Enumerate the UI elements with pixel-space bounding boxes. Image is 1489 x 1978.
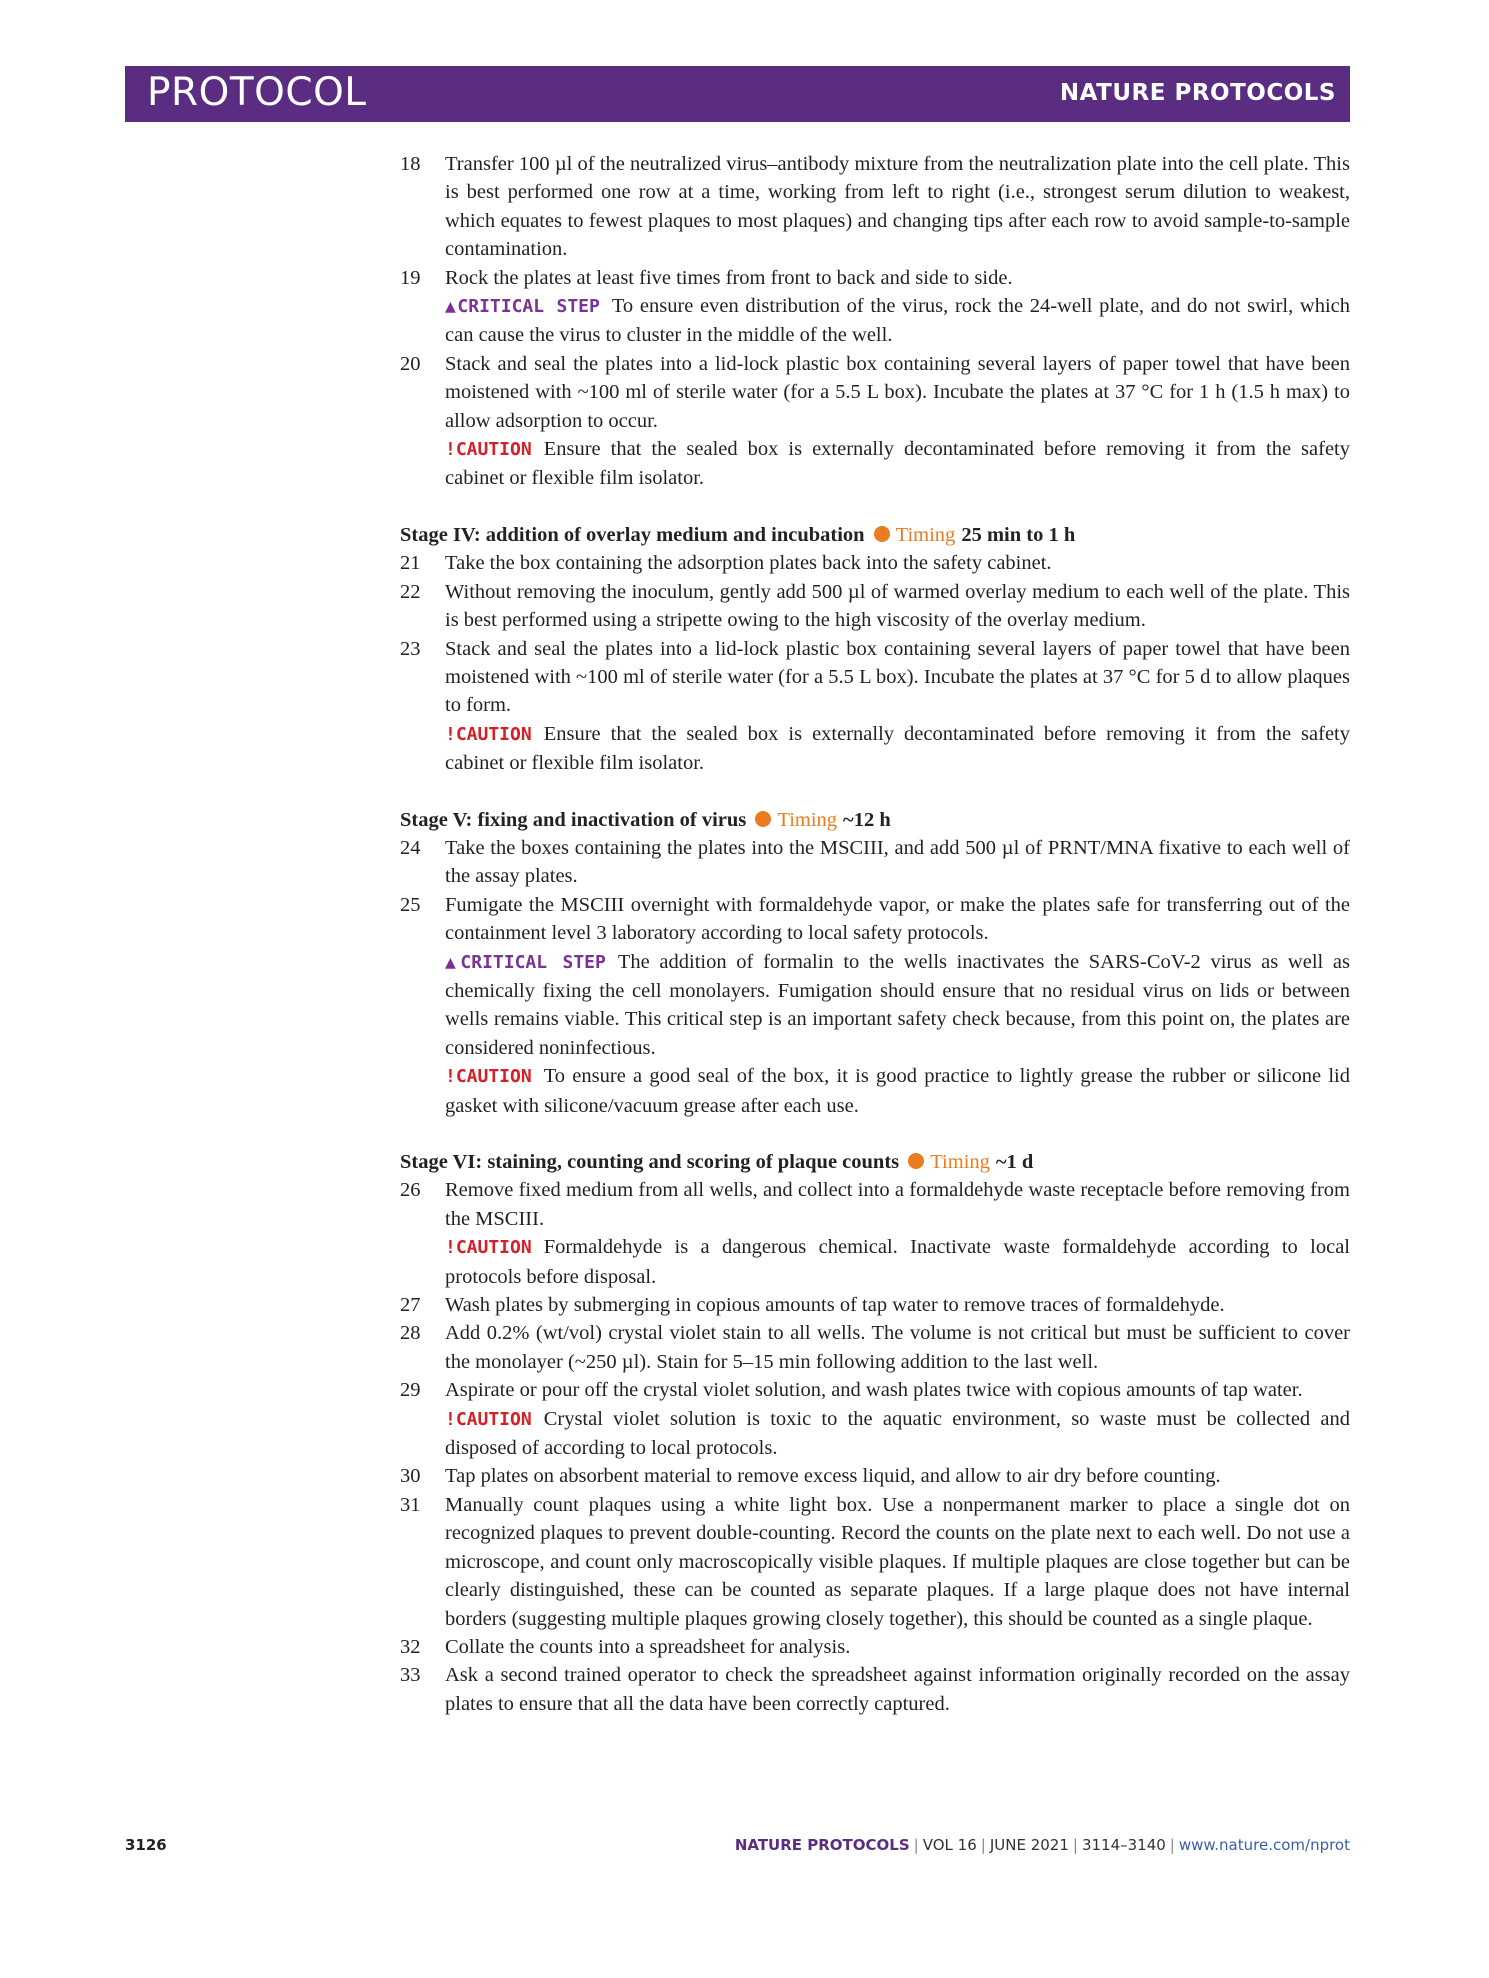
caution-text: Crystal violet solution is toxic to the aquatic environment, so waste must be collected and disposed of according to local protocols.: [445, 1407, 1350, 1460]
footer-volume: VOL 16: [922, 1836, 977, 1854]
timing-icon: [755, 811, 771, 827]
step-number: 33: [400, 1664, 421, 1687]
separator: |: [1169, 1836, 1175, 1854]
step-25: [400, 891, 1350, 1120]
footer-journal: NATURE PROTOCOLS: [734, 1836, 910, 1854]
timing-label: Timing: [895, 523, 956, 546]
stage-title: Stage V: fixing and inactivation of virus: [400, 808, 747, 831]
caution-label: !CAUTION: [445, 1408, 532, 1430]
caution-label: !CAUTION: [445, 1237, 532, 1259]
timing-icon: [874, 526, 890, 542]
step-text: Take the boxes containing the plates into the MSCIII, and add 500 µl of PRNT/MNA fixative to each well of the assay plates.: [445, 836, 1350, 888]
step-31: [400, 1491, 1350, 1633]
step-number: 28: [400, 1322, 421, 1345]
caution-note: [445, 720, 1350, 778]
separator: |: [1072, 1836, 1078, 1854]
step-text: Take the box containing the adsorption plates back into the safety cabinet.: [445, 552, 1052, 575]
critical-step-label: ▲CRITICAL STEP: [445, 296, 600, 318]
footer-url-link[interactable]: www.nature.com/nprot: [1178, 1836, 1350, 1854]
caution-note: [445, 1405, 1350, 1463]
header-bar: [125, 66, 1350, 122]
caution-note: [445, 435, 1350, 493]
step-text: Without removing the inoculum, gently add 500 µl of warmed overlay medium to each well of the plate. This is best performed using a stripette owing to the high viscosity of the overlay medium.: [445, 580, 1350, 632]
caution-text: Ensure that the sealed box is externally decontaminated before removing it from the safety cabinet or flexible film isolator.: [445, 722, 1350, 775]
step-text: Stack and seal the plates into a lid-lock plastic box containing several layers of paper towel that have been moistened with ~100 ml of sterile water (for a 5.5 L box). Incubate the plates at 37 °C for 5 d to allow plaques to form.: [445, 637, 1350, 717]
stage-title: Stage IV: addition of overlay medium and incubation: [400, 523, 865, 546]
step-number: 23: [400, 637, 421, 660]
step-number: 19: [400, 266, 421, 289]
step-number: 26: [400, 1179, 421, 1202]
separator: |: [913, 1836, 919, 1854]
critical-step-label: ▲CRITICAL STEP: [445, 951, 606, 973]
caution-label: !CAUTION: [445, 1066, 532, 1088]
step-text: Collate the counts into a spreadsheet for analysis.: [445, 1635, 851, 1658]
step-number: 18: [400, 153, 421, 175]
step-text: Transfer 100 µl of the neutralized virus–antibody mixture from the neutralization plate into the cell plate. This is best performed one row at a time, working from left to right (i.e., strongest serum dilution to weakest, which equates to fewest plaques to most plaques) and changing tips after each row to avoid sample-to-sample contamination.: [445, 153, 1350, 261]
critical-step-note: [445, 292, 1350, 350]
step-number: 22: [400, 580, 421, 603]
timing-value: ~1 d: [995, 1151, 1034, 1173]
timing-label: Timing: [930, 1151, 990, 1173]
stage-v-heading: [400, 806, 1350, 834]
step-text: Remove fixed medium from all wells, and collect into a formaldehyde waste receptacle before removing from the MSCIII.: [445, 1179, 1350, 1230]
caution-text: Formaldehyde is a dangerous chemical. Inactivate waste formaldehyde according to local protocols before disposal.: [445, 1236, 1350, 1288]
caution-label: !CAUTION: [445, 723, 532, 745]
step-30: [400, 1462, 1350, 1490]
step-text: Aspirate or pour off the crystal violet solution, and wash plates twice with copious amounts of tap water.: [445, 1379, 1303, 1402]
step-26: [400, 1176, 1350, 1291]
step-number: 30: [400, 1465, 421, 1488]
step-18: [400, 150, 1350, 264]
step-number: 24: [400, 836, 421, 859]
step-text: Stack and seal the plates into a lid-lock plastic box containing several layers of paper towel that have been moistened with ~100 ml of sterile water (for a 5.5 L box). Incubate the plates at 37 °C for 1 h (1.5 h max) to allow adsorption to occur.: [445, 352, 1350, 432]
footer-citation: [735, 1836, 1350, 1854]
step-number: 25: [400, 893, 421, 916]
section-label: PROTOCOL: [147, 70, 367, 115]
caution-text: Ensure that the sealed box is externally decontaminated before removing it from the safety cabinet or flexible film isolator.: [445, 438, 1350, 490]
timing-value: ~12 h: [843, 808, 891, 831]
step-32: [400, 1633, 1350, 1661]
caution-text: To ensure a good seal of the box, it is good practice to lightly grease the rubber or silicone lid gasket with silicone/vacuum grease after each use.: [445, 1065, 1350, 1117]
stage-iv-heading: [400, 521, 1350, 549]
footer-date: JUNE 2021: [989, 1836, 1069, 1854]
step-text: Manually count plaques using a white light box. Use a nonpermanent marker to place a single dot on recognized plaques to prevent double-counting. Record the counts on the plate next to each well. Do not use a microscope, and count only macroscopically visible plaques. If multiple plaques are close together but can be clearly distinguished, these can be counted as separate plaques. If a large plaque does not have internal borders (suggesting multiple plaques growing closely together), this should be counted as a single plaque.: [445, 1493, 1350, 1630]
critical-step-text: To ensure even distribution of the virus, rock the 24-well plate, and do not swirl, which can cause the virus to cluster in the middle of the well.: [445, 295, 1350, 347]
page-number: 3126: [125, 1836, 167, 1854]
step-text: Tap plates on absorbent material to remove excess liquid, and allow to air dry before counting.: [445, 1465, 1221, 1488]
timing-label: Timing: [777, 808, 838, 831]
footer-pages: 3114–3140: [1081, 1836, 1166, 1854]
step-text: Wash plates by submerging in copious amounts of tap water to remove traces of formaldehyde.: [445, 1294, 1225, 1317]
step-33: [400, 1661, 1350, 1718]
step-number: 27: [400, 1294, 421, 1317]
critical-step-note: [445, 948, 1350, 1063]
timing-icon: [908, 1153, 924, 1169]
caution-note: [445, 1233, 1350, 1291]
step-27: [400, 1291, 1350, 1319]
step-text: Ask a second trained operator to check the spreadsheet against information originally recorded on the assay plates to ensure that all the data have been correctly captured.: [445, 1664, 1350, 1715]
step-24: [400, 834, 1350, 891]
step-number: 21: [400, 552, 421, 575]
timing-value: 25 min to 1 h: [961, 523, 1076, 546]
step-number: 31: [400, 1493, 421, 1516]
protocol-body: [400, 150, 1350, 1718]
step-text: Fumigate the MSCIII overnight with formaldehyde vapor, or make the plates safe for transferring out of the containment level 3 laboratory according to local safety protocols.: [445, 893, 1350, 945]
journal-label: NATURE PROTOCOLS: [1059, 80, 1336, 106]
step-28: [400, 1319, 1350, 1376]
step-22: [400, 578, 1350, 635]
step-number: 29: [400, 1379, 421, 1402]
step-number: 32: [400, 1635, 421, 1658]
step-29: [400, 1376, 1350, 1462]
step-text: Rock the plates at least five times from front to back and side to side.: [445, 266, 1013, 289]
stage-vi-heading: [400, 1148, 1350, 1176]
separator: |: [980, 1836, 986, 1854]
caution-label: !CAUTION: [445, 439, 532, 461]
step-23: [400, 635, 1350, 778]
step-21: [400, 549, 1350, 577]
stage-title: Stage VI: staining, counting and scoring of plaque counts: [400, 1151, 900, 1173]
step-19: [400, 264, 1350, 350]
caution-note: [445, 1062, 1350, 1120]
step-text: Add 0.2% (wt/vol) crystal violet stain to all wells. The volume is not critical but must be sufficient to cover the monolayer (~250 µl). Stain for 5–15 min following addition to the last well.: [445, 1322, 1350, 1373]
step-number: 20: [400, 352, 421, 375]
step-20: [400, 350, 1350, 493]
critical-step-text: The addition of formalin to the wells inactivates the SARS-CoV-2 virus as well as chemically fixing the cell monolayers. Fumigation should ensure that no residual virus on lids or between wells remains viable. This critical step is an important safety check because, from this point on, the plates are considered noninfectious.: [445, 950, 1350, 1059]
